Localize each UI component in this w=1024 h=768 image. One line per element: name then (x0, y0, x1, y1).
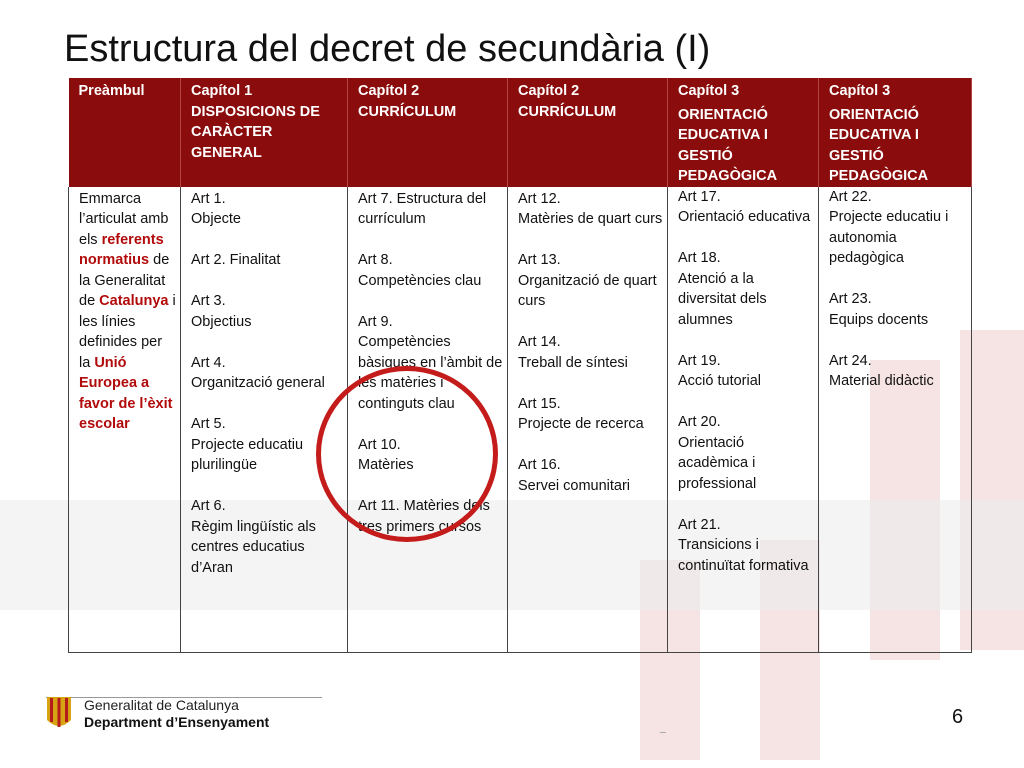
org-name: Generalitat de Catalunya (84, 697, 239, 713)
header-label: Capítol 2 (358, 83, 420, 99)
header-chapter-3b (819, 78, 972, 187)
slide-title: Estructura del decret de secundària (I) (64, 28, 711, 70)
page-number: 6 (952, 706, 964, 728)
header-chapter-1 (181, 78, 348, 187)
highlight-circle (316, 366, 498, 542)
header-sublabel: CURRÍCULUM (358, 103, 457, 120)
header-preamble (69, 78, 181, 187)
header-chapter-2b (508, 78, 668, 187)
chapter-2a-articles: Art 7. Estructura del currículum Art 8. Competències clau Art 9. Competències bàsiques en l’àmbit de les matèries i continguts clau Art 10. Matèries Art 11. Matèries dels tres primers cursos (348, 187, 508, 653)
chapter-1-articles: Art 1. Objecte Art 2. Finalitat Art 3. Objectius Art 4. Organització general Art 5. Projecte educatiu plurilingüe Art 6. Règim lingüístic als centres educatius d’Aran (181, 187, 348, 653)
header-chapter-3a (668, 78, 819, 187)
header-label: Preàmbul (78, 83, 145, 99)
header-label: Capítol 3 (678, 83, 740, 99)
table-header-row (69, 78, 972, 187)
preamble-text: i les línies definides per la (79, 293, 176, 371)
preamble-highlight: Catalunya (99, 293, 169, 309)
footer-dash (660, 732, 666, 733)
department-name: Department d’Ensenyament (84, 714, 270, 730)
decree-structure-table (68, 78, 972, 653)
generalitat-logo-icon (46, 696, 72, 732)
preamble-text: Emmarca l’articulat amb els (79, 190, 169, 248)
preamble-highlight: Unió Europea a favor de l’èxit escolar (79, 354, 173, 432)
preamble-highlight: referents normatius (79, 231, 164, 268)
header-sublabel: DISPOSICIONS DE CARÀCTER GENERAL (191, 103, 320, 161)
header-sublabel: ORIENTACIÓ EDUCATIVA I GESTIÓ PEDAGÒGICA (829, 106, 929, 184)
footer-logo (46, 696, 269, 732)
header-label: Capítol 3 (829, 83, 891, 99)
header-chapter-2a (348, 78, 508, 187)
preamble-text: de la Generalitat de (79, 252, 170, 309)
header-label: Capítol 1 (191, 83, 253, 99)
header-sublabel: CURRÍCULUM (518, 103, 617, 120)
table-body-row (69, 187, 972, 653)
chapter-2b-articles: Art 12. Matèries de quart curs Art 13. Organització de quart curs Art 14. Treball de síntesi Art 15. Projecte de recerca Art 16. Servei comunitari (508, 187, 668, 653)
chapter-3a-articles: Art 17. Orientació educativa Art 18. Atenció a la diversitat dels alumnes Art 19. Acció tutorial Art 20. Orientació acadèmica i professional Art 21. Transicions i continuïtat formativa (668, 187, 819, 653)
chapter-3b-articles: Art 22. Projecte educatiu i autonomia pedagògica Art 23. Equips docents Art 24. Material didàctic (819, 187, 972, 653)
preamble-cell (69, 187, 181, 653)
header-sublabel: ORIENTACIÓ EDUCATIVA I GESTIÓ PEDAGÒGICA (678, 106, 778, 184)
header-label: Capítol 2 (518, 83, 580, 99)
